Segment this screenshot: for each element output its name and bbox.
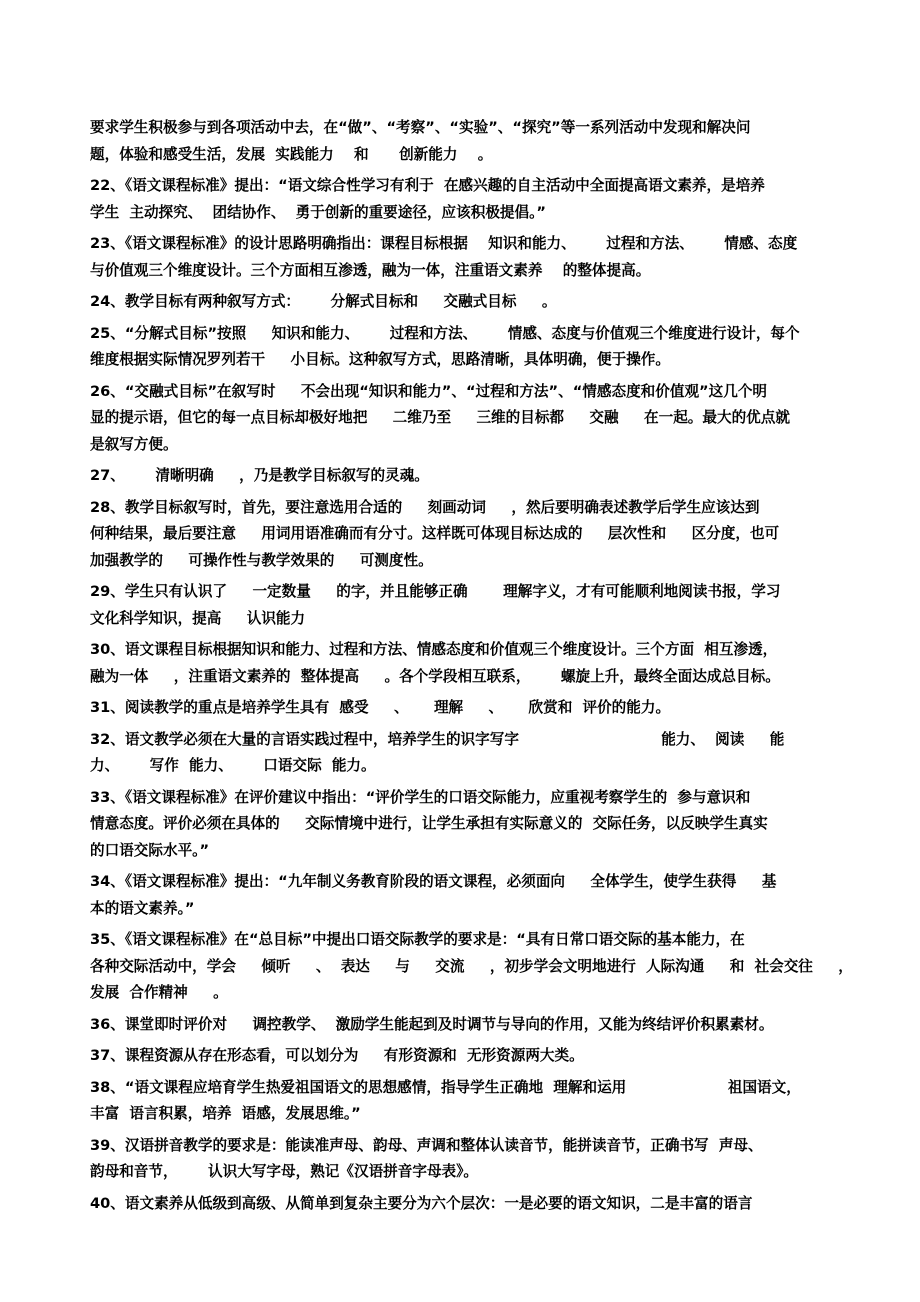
text-line: 23、《语文课程标准》的设计思路明确指出：课程目标根据 知识和能力、 过程和方法、 情感、态度 bbox=[90, 235, 798, 252]
text-line: 学生 主动探究、 团结协作、 勇于创新的重要途径，应该积极提倡。” bbox=[90, 203, 546, 221]
paragraph-p28 bbox=[90, 495, 835, 575]
text-line: 32、语文教学必须在大量的言语实践过程中，培养学生的识字写字 能力、 阅读 能 bbox=[90, 730, 785, 748]
text-line: 26、“交融式目标”在叙写时 不会出现“知识和能力”、“过程和方法”、“情感态度和价值观”这几个明 bbox=[90, 382, 768, 400]
text-line: 37、课程资源从存在形态看，可以划分为 有形资源和 无形资源两大类。 bbox=[90, 1047, 584, 1064]
text-line: 发展 合作精神 。 bbox=[90, 984, 228, 1001]
document-body bbox=[90, 115, 853, 1217]
paragraph-p22 bbox=[90, 173, 835, 226]
text-line: 33、《语文课程标准》在评价建议中指出：“评价学生的口语交际能力，应重视考察学生的 参与意识和 bbox=[90, 788, 751, 806]
text-line: 34、《语文课程标准》提出：“九年制义务教育阶段的语文课程，必须面向 全体学生，使学生获得 基 bbox=[90, 873, 777, 890]
paragraph-p23 bbox=[90, 231, 835, 284]
text-line: 本的语文素养。” bbox=[90, 899, 195, 917]
text-line: 题，体验和感受生活，发展 实践能力 和 创新能力 。 bbox=[90, 145, 493, 163]
text-line: 的口语交际水平。” bbox=[90, 841, 210, 859]
paragraph-p40 bbox=[90, 1191, 835, 1218]
text-line: 文化科学知识，提高 认识能力 bbox=[90, 609, 306, 627]
paragraph-p35 bbox=[90, 927, 853, 1007]
text-line: 情意态度。评价必须在具体的 交际情境中进行，让学生承担有实际意义的 交际任务，以反映学生真实 bbox=[90, 815, 768, 832]
text-line: 融为一体 ，注重语文素养的 整体提高 。各个学段相互联系， 螺旋上升，最终全面达成总目标。 bbox=[90, 667, 780, 685]
text-line: 要求学生积极参与到各项活动中去，在“做”、“考察”、“实验”、“探究”等一系列活动中发现和解决问 bbox=[90, 119, 751, 136]
text-line: 丰富 语言积累，培养 语感，发展思维。” bbox=[90, 1105, 361, 1122]
paragraph-p21-cont bbox=[90, 115, 835, 168]
paragraph-p36 bbox=[90, 1012, 835, 1039]
paragraph-p27 bbox=[90, 463, 835, 490]
text-line: 40、语文素养从低级到高级、从简单到复杂主要分为六个层次：一是必要的语文知识，二是丰富的语言 bbox=[90, 1194, 753, 1212]
paragraph-p25 bbox=[90, 321, 835, 374]
paragraph-p38 bbox=[90, 1075, 835, 1128]
paragraph-p29 bbox=[90, 579, 835, 632]
paragraph-p34 bbox=[90, 869, 835, 922]
text-line: 24、教学目标有两种叙写方式： 分解式目标和 交融式目标 。 bbox=[90, 293, 557, 310]
paragraph-p32 bbox=[90, 727, 835, 780]
text-line: 36、课堂即时评价对 调控教学、 激励学生能起到及时调节与导向的作用，又能为终结评价积累素材。 bbox=[90, 1015, 774, 1033]
text-line: 加强教学的 可操作性与教学效果的 可测度性。 bbox=[90, 551, 433, 569]
paragraph-p39 bbox=[90, 1133, 835, 1186]
text-line: 韵母和音节， 认识大写字母，熟记《汉语拼音字母表》。 bbox=[90, 1163, 479, 1180]
text-line: 39、汉语拼音教学的要求是：能读准声母、韵母、声调和整体认读音节，能拼读音节，正确书写 声母、 bbox=[90, 1136, 763, 1154]
text-line: 35、《语文课程标准》在“总目标”中提出口语交际教学的要求是：“具有日常口语交际的基本能力，在 bbox=[90, 931, 745, 948]
paragraph-p33 bbox=[90, 785, 835, 865]
text-line: 28、教学目标叙写时，首先，要注意选用合适的 刻画动词 ，然后要明确表述教学后学生应该达到 bbox=[90, 498, 760, 516]
paragraph-p30 bbox=[90, 637, 835, 690]
text-line: 与价值观三个维度设计。三个方面相互渗透，融为一体，注重语文素养 的整体提高。 bbox=[90, 261, 651, 279]
text-line: 27、 清晰明确 ，乃是教学目标叙写的灵魂。 bbox=[90, 467, 429, 484]
text-line: 22、《语文课程标准》提出：“语文综合性学习有利于 在感兴趣的自主活动中全面提高语文素养，是培养 bbox=[90, 177, 765, 194]
text-line: 各种交际活动中，学会 倾听 、 表达 与 交流 ，初步学会文明地进行 人际沟通 和 社会交往 ， bbox=[90, 957, 853, 975]
text-line: 显的提示语，但它的每一点目标却极好地把 二维乃至 三维的目标都 交融 在一起。最大的优点就 bbox=[90, 409, 790, 426]
text-line: 何种结果，最后要注意 用词用语准确而有分寸。这样既可体现目标达成的 层次性和 区分度，也可 bbox=[90, 525, 780, 542]
text-line: 29、学生只有认识了 一定数量 的字，并且能够正确 理解字义，才有可能顺利地阅读书报，学习 bbox=[90, 583, 781, 600]
text-line: 30、语文课程目标根据知识和能力、过程和方法、情感态度和价值观三个维度设计。三个方面 相互渗透， bbox=[90, 641, 778, 658]
text-line: 25、“分解式目标”按照 知识和能力、 过程和方法、 情感、态度与价值观三个维度进行设计，每个 bbox=[90, 324, 800, 342]
text-line: 是叙写方便。 bbox=[90, 435, 178, 453]
text-line: 力、 写作 能力、 口语交际 能力。 bbox=[90, 757, 376, 774]
text-line: 31、阅读教学的重点是培养学生具有 感受 、 理解 、 欣赏和 评价的能力。 bbox=[90, 699, 671, 716]
text-line: 维度根据实际情况罗列若干 小目标。这种叙写方式，思路清晰，具体明确，便于操作。 bbox=[90, 351, 670, 368]
paragraph-p31 bbox=[90, 695, 835, 722]
paragraph-p24 bbox=[90, 289, 835, 316]
text-line: 38、“语文课程应培育学生热爱祖国语文的思想感情，指导学生正确地 理解和运用 祖国语文， bbox=[90, 1078, 801, 1096]
paragraph-p37 bbox=[90, 1043, 835, 1070]
paragraph-p26 bbox=[90, 379, 835, 459]
